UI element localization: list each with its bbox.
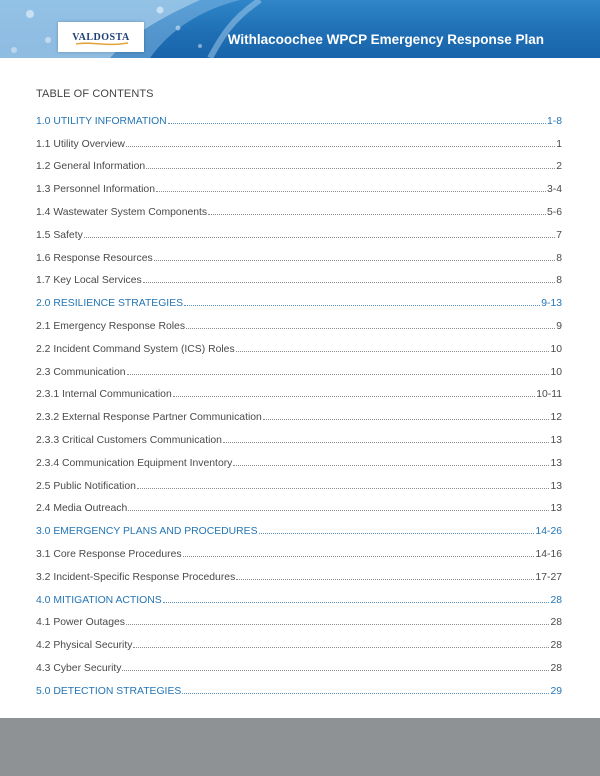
toc-entry-page: 14-16 [535,548,562,560]
toc-entry-page: 2 [556,161,562,173]
toc-entry-label: 1.3 Personnel Information [36,184,155,196]
toc-dot-leader [126,145,555,147]
toc-entry-label: 2.2 Incident Command System (ICS) Roles [36,343,235,355]
toc-entry-label: 4.1 Power Outages [36,617,125,629]
toc-entry-label: 1.4 Wastewater System Components [36,206,208,218]
toc-entry-label: 1.5 Safety [36,229,83,241]
toc-entry-page: 9 [556,320,562,332]
toc-entry-label: 2.3.3 Critical Customers Communication [36,434,222,446]
toc-entry-label: 1.0 UTILITY INFORMATION [36,115,167,127]
toc-entry[interactable] [36,560,562,583]
toc-entry-page: 12 [550,412,562,424]
toc-section-entry[interactable] [36,674,562,697]
toc-dot-leader [137,487,550,489]
logo-swoosh-icon [76,41,128,47]
toc-dot-leader [126,623,549,625]
toc-dot-leader [133,646,549,648]
toc-dot-leader [154,259,556,261]
toc-entry-label: 1.7 Key Local Services [36,275,142,287]
toc-dot-leader [183,555,535,557]
toc-entry[interactable] [36,423,562,446]
toc-entry-label: 2.3 Communication [36,366,126,378]
toc-entry-label: 5.0 DETECTION STRATEGIES [36,685,182,697]
toc-entry-page: 10 [550,343,562,355]
toc-entry[interactable] [36,651,562,674]
toc-entry[interactable] [36,628,562,651]
toc-entry[interactable] [36,218,562,241]
toc-dot-leader [223,441,549,443]
toc-entry[interactable] [36,309,562,332]
toc-entry-label: 2.3.1 Internal Communication [36,389,172,401]
toc-dot-leader [182,692,549,694]
toc-entry[interactable] [36,172,562,195]
toc-entry-label: 2.3.4 Communication Equipment Inventory [36,457,233,469]
toc-entry-page: 10 [550,366,562,378]
toc-entry-label: 2.3.2 External Response Partner Communication [36,412,262,424]
toc-entry-page: 17-27 [535,571,562,583]
page-footer-bar [0,718,600,776]
toc-section-entry[interactable] [36,514,562,537]
toc-section-entry[interactable] [36,104,562,127]
toc-entry-page: 10-11 [536,389,562,401]
toc-entry[interactable] [36,195,562,218]
toc-entry[interactable] [36,492,562,515]
toc-entry[interactable] [36,378,562,401]
toc-entry-label: 3.1 Core Response Procedures [36,548,182,560]
page-header [0,0,600,58]
toc-dot-leader [156,190,546,192]
toc-dot-leader [146,167,555,169]
toc-entry-label: 4.3 Cyber Security [36,662,122,674]
toc-heading: TABLE OF CONTENTS [36,88,154,100]
toc-entry-page: 28 [550,640,562,652]
toc-section-entry[interactable] [36,286,562,309]
toc-dot-leader [84,236,555,238]
toc-dot-leader [236,578,534,580]
toc-entry[interactable] [36,469,562,492]
toc-entry[interactable] [36,606,562,629]
toc-entry-label: 2.1 Emergency Response Roles [36,320,186,332]
toc-entry-label: 4.0 MITIGATION ACTIONS [36,594,162,606]
toc-entry[interactable] [36,355,562,378]
toc-dot-leader [184,304,540,306]
toc-section-entry[interactable] [36,583,562,606]
toc-dot-leader [127,373,550,375]
toc-entry-page: 14-26 [535,526,562,538]
toc-dot-leader [233,464,549,466]
toc-entry-page: 1-8 [546,115,562,127]
toc-entry-page: 13 [550,434,562,446]
toc-entry-label: 1.6 Response Resources [36,252,153,264]
toc-entry-label: 3.0 EMERGENCY PLANS AND PROCEDURES [36,526,258,538]
toc-dot-leader [186,327,555,329]
toc-dot-leader [208,213,546,215]
toc-entry-label: 2.0 RESILIENCE STRATEGIES [36,298,184,310]
toc-entry-label: 3.2 Incident-Specific Response Procedures [36,571,236,583]
toc-dot-leader [236,350,550,352]
toc-entry-page: 7 [556,229,562,241]
valdosta-logo [58,22,144,52]
toc-entry-page: 1 [556,138,562,150]
toc-entry-label: 4.2 Physical Security [36,640,133,652]
toc-entry-page: 8 [556,252,562,264]
toc-dot-leader [263,418,550,420]
document-title: Withlacoochee WPCP Emergency Response Plan [227,32,544,47]
toc-entry-page: 28 [550,617,562,629]
toc-entry-page: 29 [550,685,562,697]
toc-entry-label: 2.4 Media Outreach [36,503,128,515]
toc-entry[interactable] [36,537,562,560]
toc-dot-leader [122,669,549,671]
toc-dot-leader [128,509,549,511]
toc-entry[interactable] [36,332,562,355]
toc-entry-label: 1.1 Utility Overview [36,138,125,150]
toc-entry-page: 13 [550,457,562,469]
toc-entry-page: 5-6 [546,206,562,218]
toc-entry-label: 1.2 General Information [36,161,146,173]
toc-dot-leader [259,532,535,534]
toc-entry[interactable] [36,127,562,150]
toc-dot-leader [143,281,556,283]
toc-entry-page: 28 [550,594,562,606]
toc-entry-page: 28 [550,662,562,674]
toc-entry-page: 13 [550,503,562,515]
toc-entry[interactable] [36,446,562,469]
toc-dot-leader [168,122,546,124]
toc-entry-page: 3-4 [546,184,562,196]
toc-entry[interactable] [36,241,562,264]
toc-entry-page: 8 [556,275,562,287]
logo-text: VALDOSTA [72,31,130,43]
toc-entry[interactable] [36,400,562,423]
toc-entry-page: 13 [550,480,562,492]
toc-entry-label: 2.5 Public Notification [36,480,136,492]
toc-entry[interactable] [36,264,562,287]
toc-entry-page: 9-13 [541,298,562,310]
toc-entry[interactable] [36,150,562,173]
toc-dot-leader [163,601,550,603]
table-of-contents [36,104,562,697]
toc-dot-leader [173,395,535,397]
